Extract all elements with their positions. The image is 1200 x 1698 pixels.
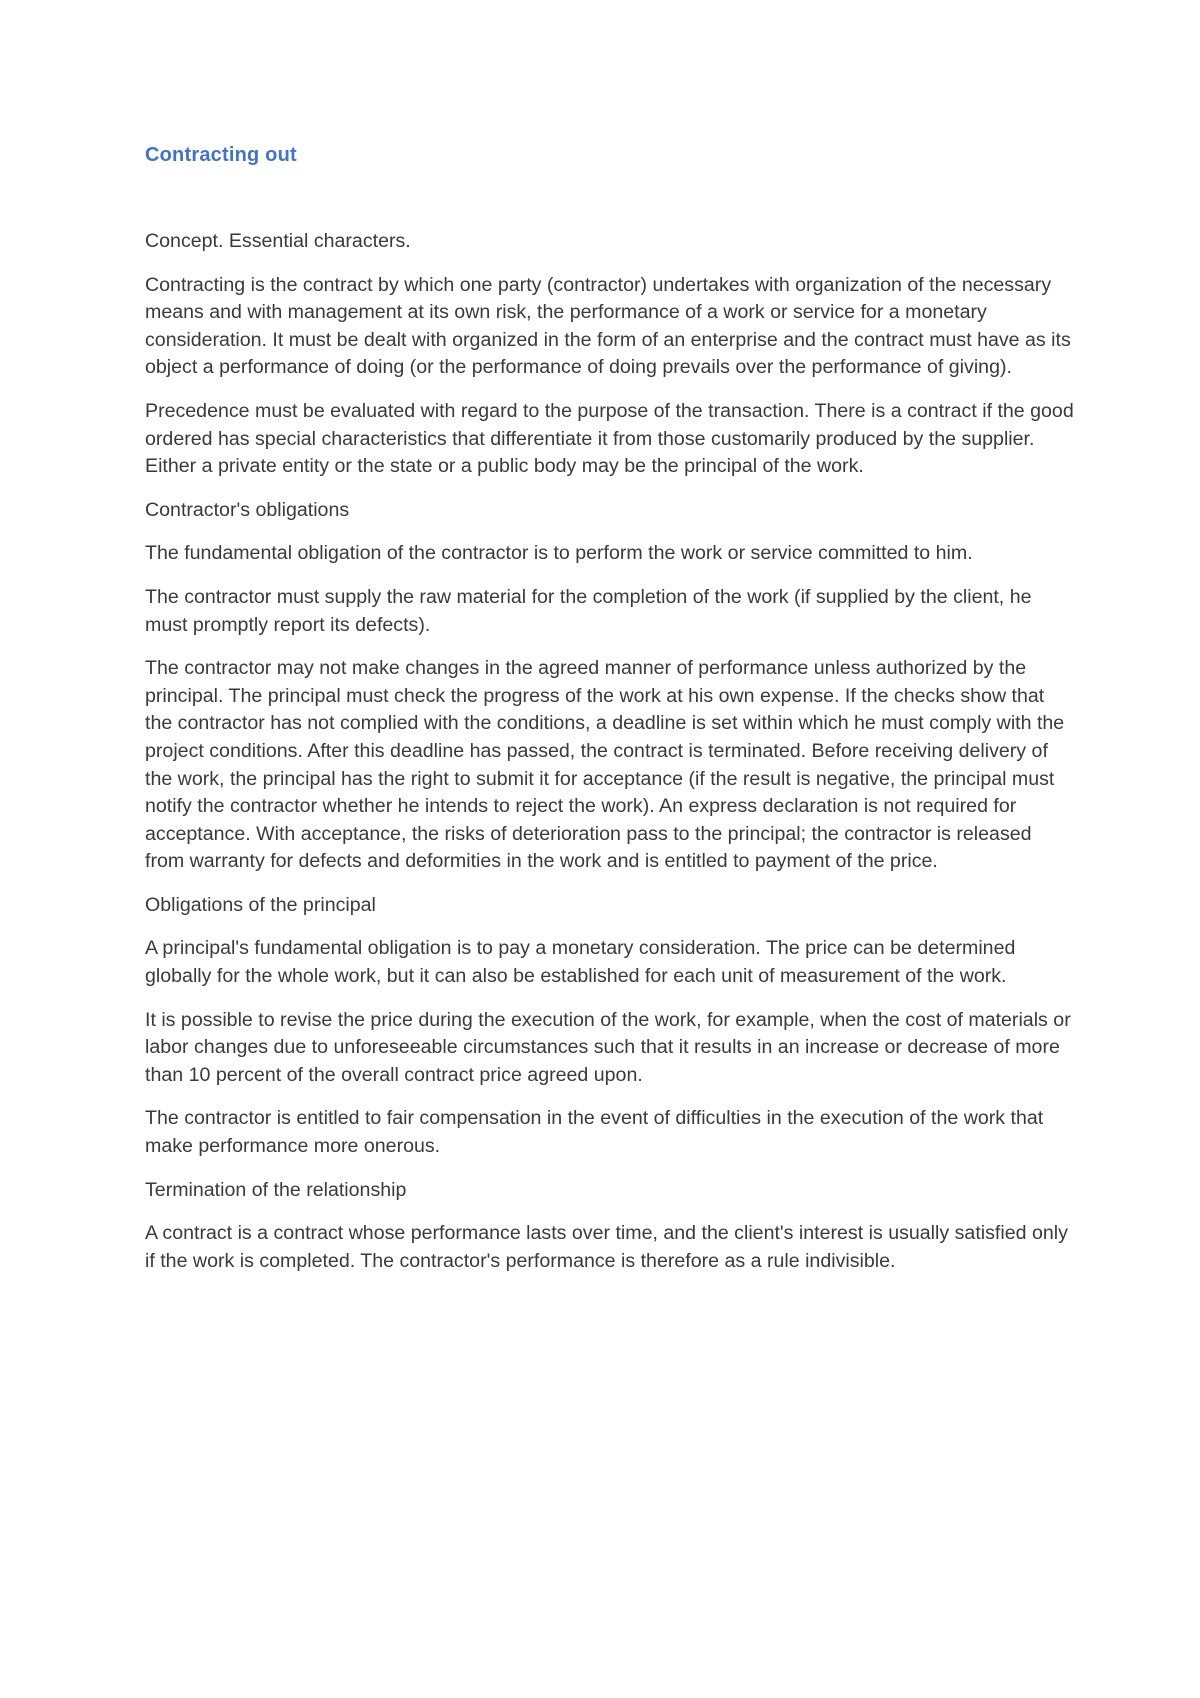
- paragraph-fair-compensation: The contractor is entitled to fair compensation in the event of difficulties in the execution of the work that make performance more onerous.: [145, 1107, 1044, 1158]
- section-heading-contractor-obligations: Contractor's obligations: [145, 498, 350, 521]
- document-body: [145, 140, 1075, 1291]
- paragraph-revise-price: It is possible to revise the price during the execution of the work, for example, when the cost of materials or labor changes due to unforeseeable circumstances such that it results in an increase or decrease of more than 10 percent of the overall contract price agreed upon.: [145, 1008, 1071, 1086]
- section-heading-termination: Termination of the relationship: [145, 1178, 407, 1201]
- paragraph-raw-material: The contractor must supply the raw material for the completion of the work (if supplied by the client, he must promptly report its defects).: [145, 585, 1032, 636]
- paragraph-changes-acceptance: The contractor may not make changes in the agreed manner of performance unless authorized by the principal. The principal must check the progress of the work at his own expense. If the checks show that the contractor has not complied with the conditions, a deadline is set within which he must comply with the project conditions. After this deadline has passed, the contract is terminated. Before receiving delivery of the work, the principal has the right to submit it for acceptance (if the result is negative, the principal must notify the contractor whether he intends to reject the work). An express declaration is not required for acceptance. With acceptance, the risks of deterioration pass to the principal; the contractor is released from warranty for defects and deformities in the work and is entitled to payment of the price.: [145, 657, 1065, 873]
- paragraph-principal-fundamental: A principal's fundamental obligation is to pay a monetary consideration. The price can be determined globally for the whole work, but it can also be established for each unit of measurement of the work.: [145, 937, 1016, 988]
- document-title: Contracting out: [145, 144, 297, 166]
- paragraph-fundamental-obligation: The fundamental obligation of the contractor is to perform the work or service committed to him.: [145, 542, 973, 565]
- paragraph-termination: A contract is a contract whose performance lasts over time, and the client's interest is usually satisfied only if the work is completed. The contractor's performance is therefore as a rule indivisible.: [145, 1222, 1068, 1272]
- section-heading-concept: Concept. Essential characters.: [145, 230, 411, 252]
- paragraph-precedence: Precedence must be evaluated with regard to the purpose of the transaction. There is a contract if the good ordered has special characteristics that differentiate it from those customarily produced by the supplier. Either a private entity or the state or a public body may be the principal of the work.: [145, 399, 1074, 478]
- title-spacer: [145, 170, 1075, 228]
- section-heading-principal-obligations: Obligations of the principal: [145, 893, 376, 916]
- paragraph-definition: Contracting is the contract by which one party (contractor) undertakes with organization of the necessary means and with management at its own risk, the performance of a work or service for a monetary consideration. It must be dealt with organized in the form of an enterprise and the contract must have as its object a performance of doing (or the performance of doing prevails over the performance of giving).: [145, 273, 1071, 379]
